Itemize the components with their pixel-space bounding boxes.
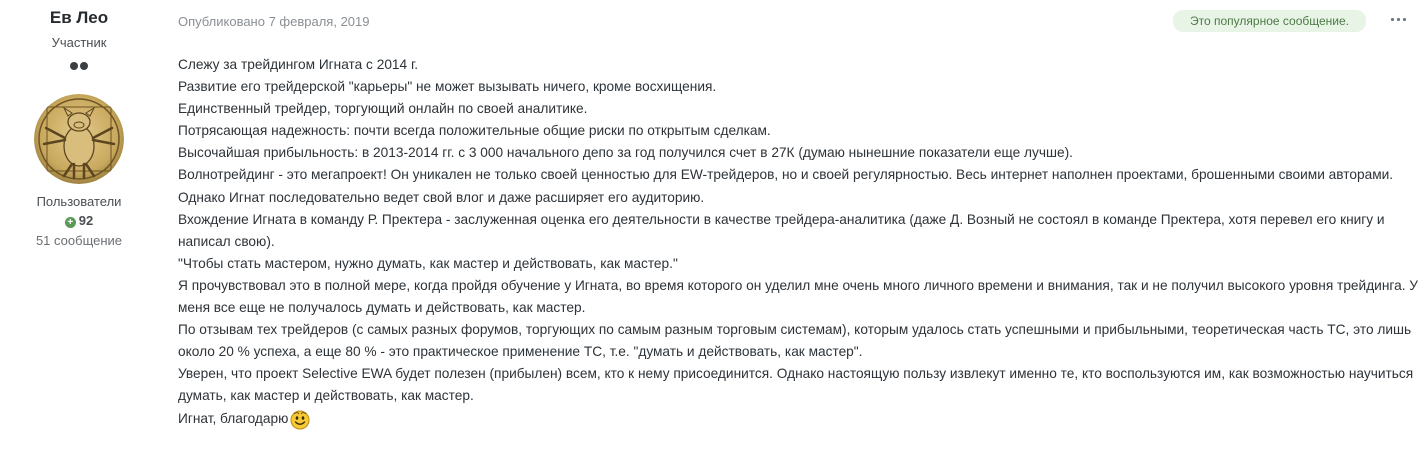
post-date[interactable]: Опубликовано 7 февраля, 2019 xyxy=(178,14,370,29)
rank-pips xyxy=(68,57,92,67)
avatar[interactable] xyxy=(34,94,124,184)
post-closing: Игнат, благодарю xyxy=(178,410,289,426)
member-group: Пользователи xyxy=(36,194,122,209)
popular-badge: Это популярное сообщение. xyxy=(1173,10,1366,32)
post-paragraph: Слежу за трейдингом Игната с 2014 г. xyxy=(178,57,419,72)
post-paragraph: Вхождение Игната в команду Р. Пректера - заслуженная оценка его деятельности в качестве трейдера-аналитика (даже Д. Возный не состоял в команде Пректера, хотя перевел его книгу и написал свою). xyxy=(178,211,1385,249)
post-paragraph: "Чтобы стать мастером, нужно думать, как мастер и действовать, как мастер." xyxy=(178,255,678,271)
more-options-icon[interactable] xyxy=(1391,13,1407,27)
post-count: 51 сообщение xyxy=(35,233,123,248)
post-paragraph: Высочайшая прибыльность: в 2013-2014 гг. с 3 000 начального депо за год получился счет в 27К (думаю нынешние показатели еще лучше). xyxy=(178,145,1073,161)
author-pane xyxy=(0,0,158,449)
post-paragraph: По отзывам тех трейдеров (с самых разных форумов, торгующих по самым разным торговым системам), которым удалось стать успешными и прибыльными, теоретическая часть ТС, это лишь около 20 % успеха, а еще 80 % - это практическое применение ТС, т.е. "думать и действовать, как мастер". xyxy=(178,322,1412,360)
reputation-count xyxy=(0,213,158,228)
avatar-image xyxy=(34,94,124,184)
reputation-value: 92 xyxy=(78,213,94,228)
plus-icon: + xyxy=(65,217,76,228)
smiley-icon xyxy=(289,408,311,430)
author-title: Участник xyxy=(51,35,107,50)
post-paragraph: Уверен, что проект Selective EWA будет полезен (прибылен) всем, кто к нему присоединится. Однако настоящую пользу извлекут именно те, кто воспользуются им, как возможностью научиться думать, как мастер и действовать, как мастер. xyxy=(178,366,1414,404)
post-paragraph: Я прочувствовал это в полной мере, когда пройдя обучение у Игната, во время которого он уделил мне очень много личного времени и внимания, так и не получил высокого уровня трейдинга. У меня все еще не получалось думать и действовать, как мастер. xyxy=(178,277,1418,316)
author-name[interactable]: Ев Лео xyxy=(49,8,109,27)
post-closing-line xyxy=(178,408,1419,430)
post-content xyxy=(178,54,1419,430)
post-paragraph: Единственный трейдер, торгующий онлайн по своей аналитике. xyxy=(178,101,588,117)
post-paragraph: Волнотрейдинг - это мегапроект! Он уникален не только своей ценностью для EW-трейдеров, но и своей регулярностью. Весь интернет наполнен проектами, брошенными своими авторами. Однако Игнат последовательно ведет свой влог и даже расширяет его аудиторию. xyxy=(178,167,1394,205)
post-paragraph: Потрясающая надежность: почти всегда положительные общие риски по открытым сделкам. xyxy=(178,123,771,139)
post-paragraph: Развитие его трейдерской "карьеры" не может вызывать ничего, кроме восхищения. xyxy=(178,79,717,95)
